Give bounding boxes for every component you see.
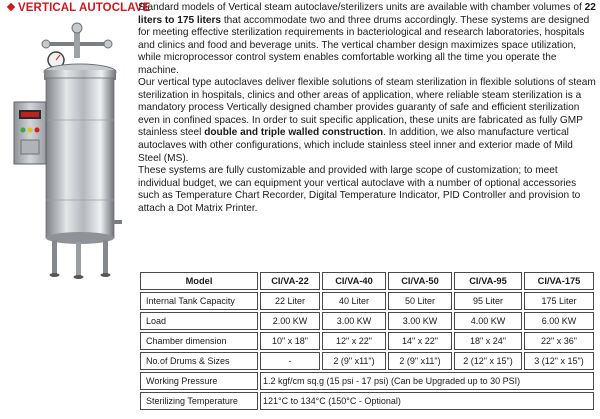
table-row	[140, 352, 594, 370]
section-heading	[6, 2, 150, 14]
row-label: Chamber dimension	[140, 332, 258, 350]
table-header-cell: CI/VA-40	[322, 272, 386, 290]
row-label: Working Pressure	[140, 372, 258, 390]
capacity-range: 22 liters to 175 liters	[138, 2, 596, 26]
table-cell: 175 Liter	[524, 292, 594, 310]
table-cell: 14" x 22"	[388, 332, 452, 350]
specifications-table	[138, 270, 596, 412]
table-header-cell: Model	[140, 272, 258, 290]
table-cell: 4.00 KW	[454, 312, 522, 330]
row-label: No.of Drums & Sizes	[140, 352, 258, 370]
bullet-diamond-icon	[7, 3, 15, 11]
construction-highlight: double and triple walled construction	[204, 127, 384, 139]
vertical-autoclave-photo	[8, 20, 128, 280]
table-cell: 3.00 KW	[322, 312, 386, 330]
heading-text: VERTICAL AUTOCLAVE	[18, 2, 151, 14]
table-header-cell: CI/VA-22	[260, 272, 320, 290]
table-row	[140, 332, 594, 350]
table-header-cell: CI/VA-175	[524, 272, 594, 290]
paragraph-3: These systems are fully customizable and provided with large scope of customization; to meet individual budget, we can equipment your vertical autoclave with a number of optional accessories such as Temperature Chart Recorder, Digital Temperature Indicator, PID Controller and provision to attach a Dot Matrix Printer.	[138, 165, 581, 214]
table-cell: 40 Liter	[322, 292, 386, 310]
table-row	[140, 392, 594, 410]
table-cell: 10" x 18"	[260, 332, 320, 350]
row-label: Sterilizing Temperature	[140, 392, 258, 410]
working-pressure-value: 1.2 kgf/cm sq.g (15 psi - 17 psi) (Can be Upgraded up to 30 PSI)	[260, 372, 594, 390]
table-row	[140, 312, 594, 330]
table-row	[140, 292, 594, 310]
table-cell: 6.00 KW	[524, 312, 594, 330]
table-cell: 22 Liter	[260, 292, 320, 310]
table-cell: 18" x 24"	[454, 332, 522, 350]
table-cell: 95 Liter	[454, 292, 522, 310]
row-label: Internal Tank Capacity	[140, 292, 258, 310]
paragraph-2: Our vertical type autoclaves deliver flexible solutions of steam sterilization in flexible solutions of steam sterilization in hospitals, clinics and other areas of application, where reliable steam sterilization is a mandatory process Vertically designed chamber provides guaranty of safe and efficient sterilization even in confined spaces. In order to suit specific application, these units are fabricated as fully GMP stainless steel double and triple walled construction. In addition, we also manufacture vertical autoclaves with other configurations, which include stainless steel inner and exterior made of Mild Steel (MS).	[138, 77, 596, 164]
description	[138, 2, 596, 215]
sterilizing-temperature-value: 121°C to 134°C (150°C - Optional)	[260, 392, 594, 410]
table-cell: 3 (12" x 15")	[524, 352, 594, 370]
table-cell: 2 (9" x11")	[322, 352, 386, 370]
row-label: Load	[140, 312, 258, 330]
table-cell: 22" x 36"	[524, 332, 594, 350]
table-row	[140, 372, 594, 390]
table-header-cell: CI/VA-95	[454, 272, 522, 290]
table-cell: -	[260, 352, 320, 370]
table-cell: 50 Liter	[388, 292, 452, 310]
table-cell: 2.00 KW	[260, 312, 320, 330]
table-cell: 2 (9" x11")	[388, 352, 452, 370]
table-header-row	[140, 272, 594, 290]
table-header-cell: CI/VA-50	[388, 272, 452, 290]
table-cell: 3.00 KW	[388, 312, 452, 330]
paragraph-1: Standard models of Vertical steam autoclave/sterilizers units are available with chamber volumes of 22 liters to 175 liters that accommodate two and three drums accordingly. These systems are designed for meeting effective sterilization requirements in bacteriological and research laboratories, hospitals and clinics and food and beverage units. The vertical chamber design maximizes space utilization, while microprocessor control system enables comfortable working all the time you operate the machine.	[138, 2, 596, 76]
table-cell: 12" x 22"	[322, 332, 386, 350]
table-cell: 2 (12" x 15")	[454, 352, 522, 370]
